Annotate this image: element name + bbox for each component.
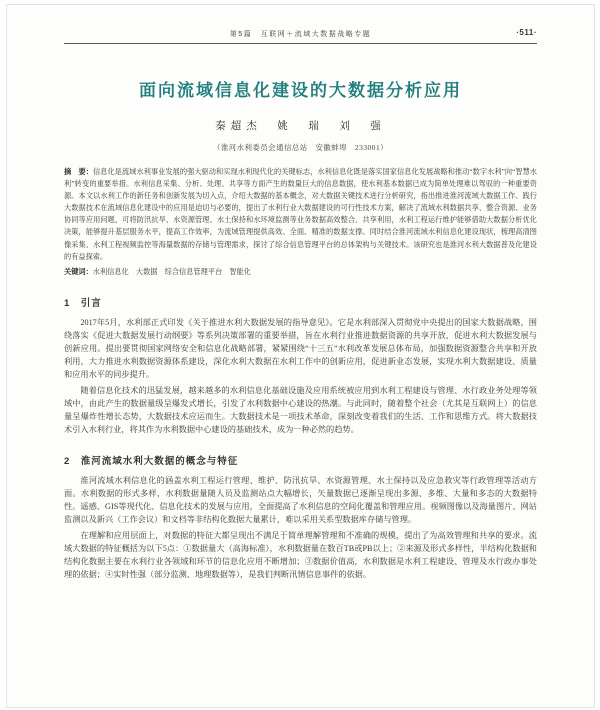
section-heading-bigdata-concept: 2 淮河流域水利大数据的概念与特征 xyxy=(64,455,239,467)
scanned-page xyxy=(6,4,595,708)
affiliation-line: （淮河水利委员会通信总站 安徽蚌埠 233001） xyxy=(212,143,389,152)
header-rule xyxy=(64,43,537,44)
running-head xyxy=(64,29,537,39)
abstract-text: 信息化是流域水利事业发展的强大驱动和实现水利现代化的关键标志，水利信息化既是落实国家信息化发展战略和推动“数字水利”向“智慧水利”转变的重要举措。水利信息采集、分析、处理、共享等方面产生的数量巨大的信息数据，使水利基本数据已成为简单处理难以驾驭的一种重要资源。本文以水利工作的新任务和创新发展为切入点，介绍大数据的基本概念，对大数据关键技术进行分析研究，指出推进淮河流域大数据工作、践行大数据技术在流域信息化建设中的应用是迫切与必要的，提出了水利行业大数据建设的可行性技术方案，解决了流域水利数据共享、整合资源、业务协同等应用问题，可将防汛抗旱、水资源管理、水土保持和水环境监测等业务数据高效整合、共享利用，水利工程运行维护能够借助大数据分析优化决策，能够提升基层服务水平，提高工作效率，为流域管理提供高效、全面、精准的数据支撑。同时结合淮河流域水利信息化建设现状，梳理高清图像采集、水利工程视频监控等海量数据的存储与管理需求，探讨了综合信息管理平台的总体架构与关键技术。该研究也是淮河水利大数据普及化建设的有益探索。 xyxy=(64,168,537,261)
intro-paragraph-1: 2017年5月，水利部正式印发《关于推进水利大数据发展的指导意见》。它是水利部深入贯彻党中央提出的国家大数据战略，围绕落实《促进大数据发展行动纲要》等系列决策部署的重要举措，旨在水利行业推进数据资源的共享开放，促进水利大数据发展与创新应用。提出要贯彻国家网络安全和信息化战略部署，紧紧围绕“十三五”水利改革发展总体布局，加强数据资源整合共享和开放利用，大力推进水利数据资源体系建设，深化水利大数据在水利工作中的创新应用，促进新业态发展，实现水利大数据建设、质量和应用水平的同步提升。 xyxy=(64,317,537,379)
running-head-topic: 第5篇 互联网＋流域大数据战略专题 xyxy=(229,31,372,38)
intro-paragraph-2: 随着信息化技术的迅猛发展，越来越多的水利信息化基础设施及应用系统被应用到水利工程建设与管理、水行政业务处理等领域中，由此产生的数据量级呈爆发式增长，引发了水利数据中心建设的热潮。与此同时，随着整个社会（尤其是互联网上）的信息量呈爆炸性增长态势，大数据技术应运而生。大数据技术是一项技术革命，深刻改变着我们的生活、工作和思维方式。将大数据技术引入水利行业，将其作为水利数据中心建设的基础技术，成为一种必然的趋势。 xyxy=(64,385,537,434)
concept-paragraph-1: 淮河流域水利信息化的涵盖水利工程运行管理、维护、防汛抗旱、水资源管理、水土保持以及应急救灾等行政管理等活动方面。水利数据的形式多样，水利数据量随人员及监测站点大幅增长，矢量数据已逐渐呈现出多源、多维、大量和多态的大数据特性。遥感、GIS等现代化、信息化技术的发展与应用，全面提高了水利信息的空间化覆盖和管理应用。视频图像以及海量图片、网站监测以及新兴（工作会议）和文档等非结构化数据大量累计，难以采用关系型数据库存储与管理。 xyxy=(64,475,537,524)
article-title: 面向流域信息化建设的大数据分析应用 xyxy=(139,81,462,100)
abstract-block xyxy=(64,166,537,263)
keywords-label: 关键词： xyxy=(64,267,93,276)
concept-paragraph-2: 在理解和应用层面上，对数据的特征大都呈现出不满足于简单理解管理和不准确的规模，提出了为高效管理和共享的要求。流域大数据的特征概括为以下5点：①数据量大（高海标准），水利数据量在数百TB或PB以上；②来源及形式多样性，半结构化数据和结构化数据主要在水利行业各领域和环节的信息化应用不断增加；③数据价值高，水利数据是水利工程建设、管理及水行政办事处理的依据；④实时性强（部分监测、地理数据等），是我们判断汛情信息事件的依据。 xyxy=(64,530,537,579)
section-heading-introduction: 1 引言 xyxy=(64,297,102,309)
authors-line: 秦超杰 姚 瑞 刘 强 xyxy=(215,121,386,132)
keywords-block xyxy=(64,266,537,278)
keywords-text: 水利信息化 大数据 综合信息管理平台 智能化 xyxy=(92,267,251,276)
page-number: ·511· xyxy=(516,28,537,37)
abstract-label: 摘 要： xyxy=(64,168,93,176)
